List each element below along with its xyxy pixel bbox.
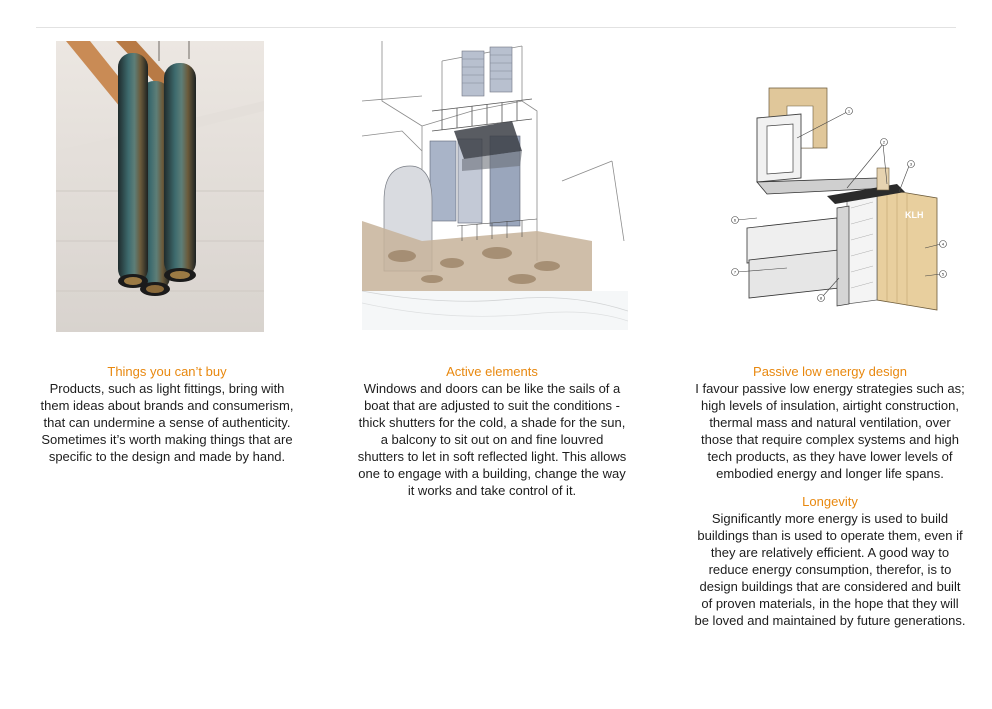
- heading-things-you-cant-buy: Things you can’t buy: [107, 364, 227, 379]
- klh-brand-mark: KLH: [905, 210, 924, 220]
- column-active-elements: [356, 364, 628, 499]
- callout-8: 8: [819, 295, 823, 301]
- heading-passive-low-energy-design: Passive low energy design: [753, 364, 907, 379]
- callout-6: 6: [733, 217, 737, 223]
- callout-3: 3: [909, 161, 913, 167]
- column-passive-and-longevity: [694, 364, 966, 629]
- text-longevity: Significantly more energy is used to build buildings than is used to operate them, even if they are relatively efficient. A good way to reduce energy consumption, therefor, is to design buildings that are considered and built of proven materials, in the hope that they will be loved and maintained by future generations.: [694, 511, 966, 628]
- text-passive-low-energy-design: I favour passive low energy strategies such as; high levels of insulation, airtight construction, thermal mass and natural ventilation, over those that require complex systems and high tech products, as they have lower levels of embodied energy and longer life spans.: [695, 381, 965, 481]
- callout-7: 7: [733, 269, 737, 275]
- callout-1: 1: [847, 108, 851, 114]
- text-active-elements: Windows and doors can be like the sails of a boat that are adjusted to suit the conditions - thick shutters for the cold, a shade for the sun, a balcony to sit out on and fine louvred shutters to let in soft reflected light. This allows one to engage with a building, change the way it works and take control of it.: [357, 381, 627, 498]
- callout-5: 5: [941, 271, 945, 277]
- text-things-you-cant-buy: Products, such as light fittings, bring with them ideas about brands and consumerism, that can undermine a sense of authenticity. Sometimes it’s worth making things that are specific to the design and made by hand.: [40, 381, 294, 464]
- callout-2: 2: [882, 139, 886, 145]
- column-things-you-cant-buy: [36, 364, 298, 465]
- callout-4: 4: [941, 241, 945, 247]
- top-divider: [36, 27, 956, 28]
- house-sketch-illustration: [362, 41, 628, 330]
- heading-active-elements: Active elements: [446, 364, 538, 379]
- heading-longevity: Longevity: [802, 494, 858, 509]
- wall-section-diagram: [727, 78, 949, 312]
- pendant-lights-photo: [56, 41, 264, 332]
